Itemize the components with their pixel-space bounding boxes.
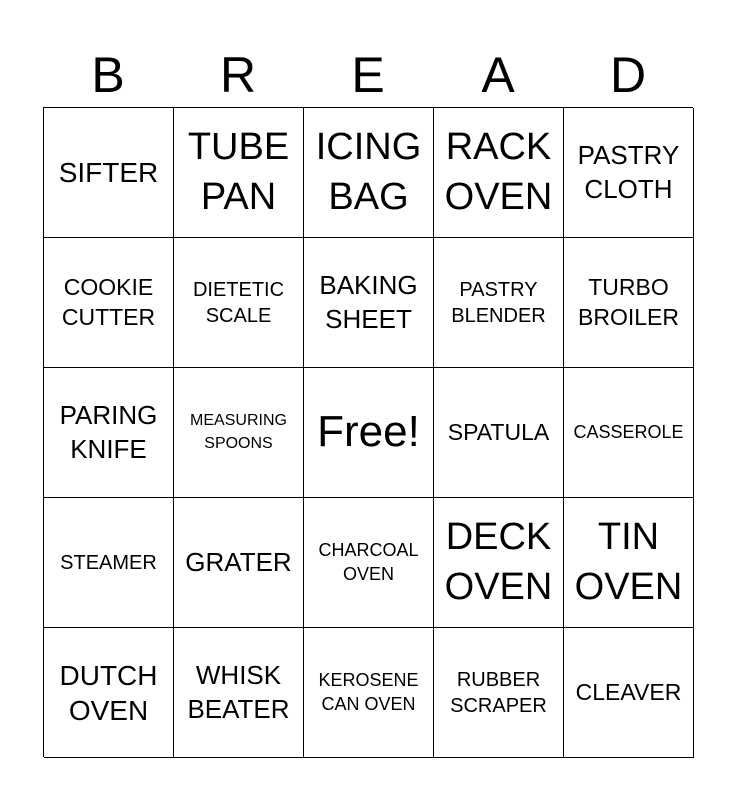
bingo-cell-r4c1[interactable]: WHISK BEATER [174, 628, 304, 758]
bingo-cell-r2c4[interactable]: CASSEROLE [564, 368, 694, 498]
bingo-cell-r3c4[interactable]: TIN OVEN [564, 498, 694, 628]
header-letter-b: B [91, 47, 125, 103]
bingo-cell-r0c3[interactable]: RACK OVEN [434, 108, 564, 238]
bingo-cell-r1c3[interactable]: PASTRY BLENDER [434, 238, 564, 368]
bingo-cell-r1c0[interactable]: COOKIE CUTTER [44, 238, 174, 368]
header-letter-r: R [219, 47, 257, 103]
bingo-cell-r1c4[interactable]: TURBO BROILER [564, 238, 694, 368]
bingo-cell-r0c1[interactable]: TUBE PAN [174, 108, 304, 238]
bingo-cell-r0c0[interactable]: SIFTER [44, 108, 174, 238]
bingo-cell-r3c1[interactable]: GRATER [174, 498, 304, 628]
bingo-cell-r4c3[interactable]: RUBBER SCRAPER [434, 628, 564, 758]
bingo-cell-r1c1[interactable]: DIETETIC SCALE [174, 238, 304, 368]
bingo-cell-r0c2[interactable]: ICING BAG [304, 108, 434, 238]
bingo-cell-r4c0[interactable]: DUTCH OVEN [44, 628, 174, 758]
bingo-header [43, 44, 693, 106]
header-letter-a: A [481, 47, 515, 103]
bingo-cell-r0c4[interactable]: PASTRY CLOTH [564, 108, 694, 238]
header-letter-d: D [609, 47, 647, 103]
bingo-cell-r3c2[interactable]: CHARCOAL OVEN [304, 498, 434, 628]
bingo-cell-r3c0[interactable]: STEAMER [44, 498, 174, 628]
bingo-cell-r2c1[interactable]: MEASURING SPOONS [174, 368, 304, 498]
bingo-cell-r1c2[interactable]: BAKING SHEET [304, 238, 434, 368]
bingo-grid [43, 107, 693, 757]
bingo-cell-r4c4[interactable]: CLEAVER [564, 628, 694, 758]
bingo-cell-r2c0[interactable]: PARING KNIFE [44, 368, 174, 498]
bingo-cell-r2c3[interactable]: SPATULA [434, 368, 564, 498]
bingo-cell-r4c2[interactable]: KEROSENE CAN OVEN [304, 628, 434, 758]
free-space-cell[interactable]: Free! [304, 368, 434, 498]
bingo-cell-r3c3[interactable]: DECK OVEN [434, 498, 564, 628]
header-letter-e: E [351, 47, 385, 103]
